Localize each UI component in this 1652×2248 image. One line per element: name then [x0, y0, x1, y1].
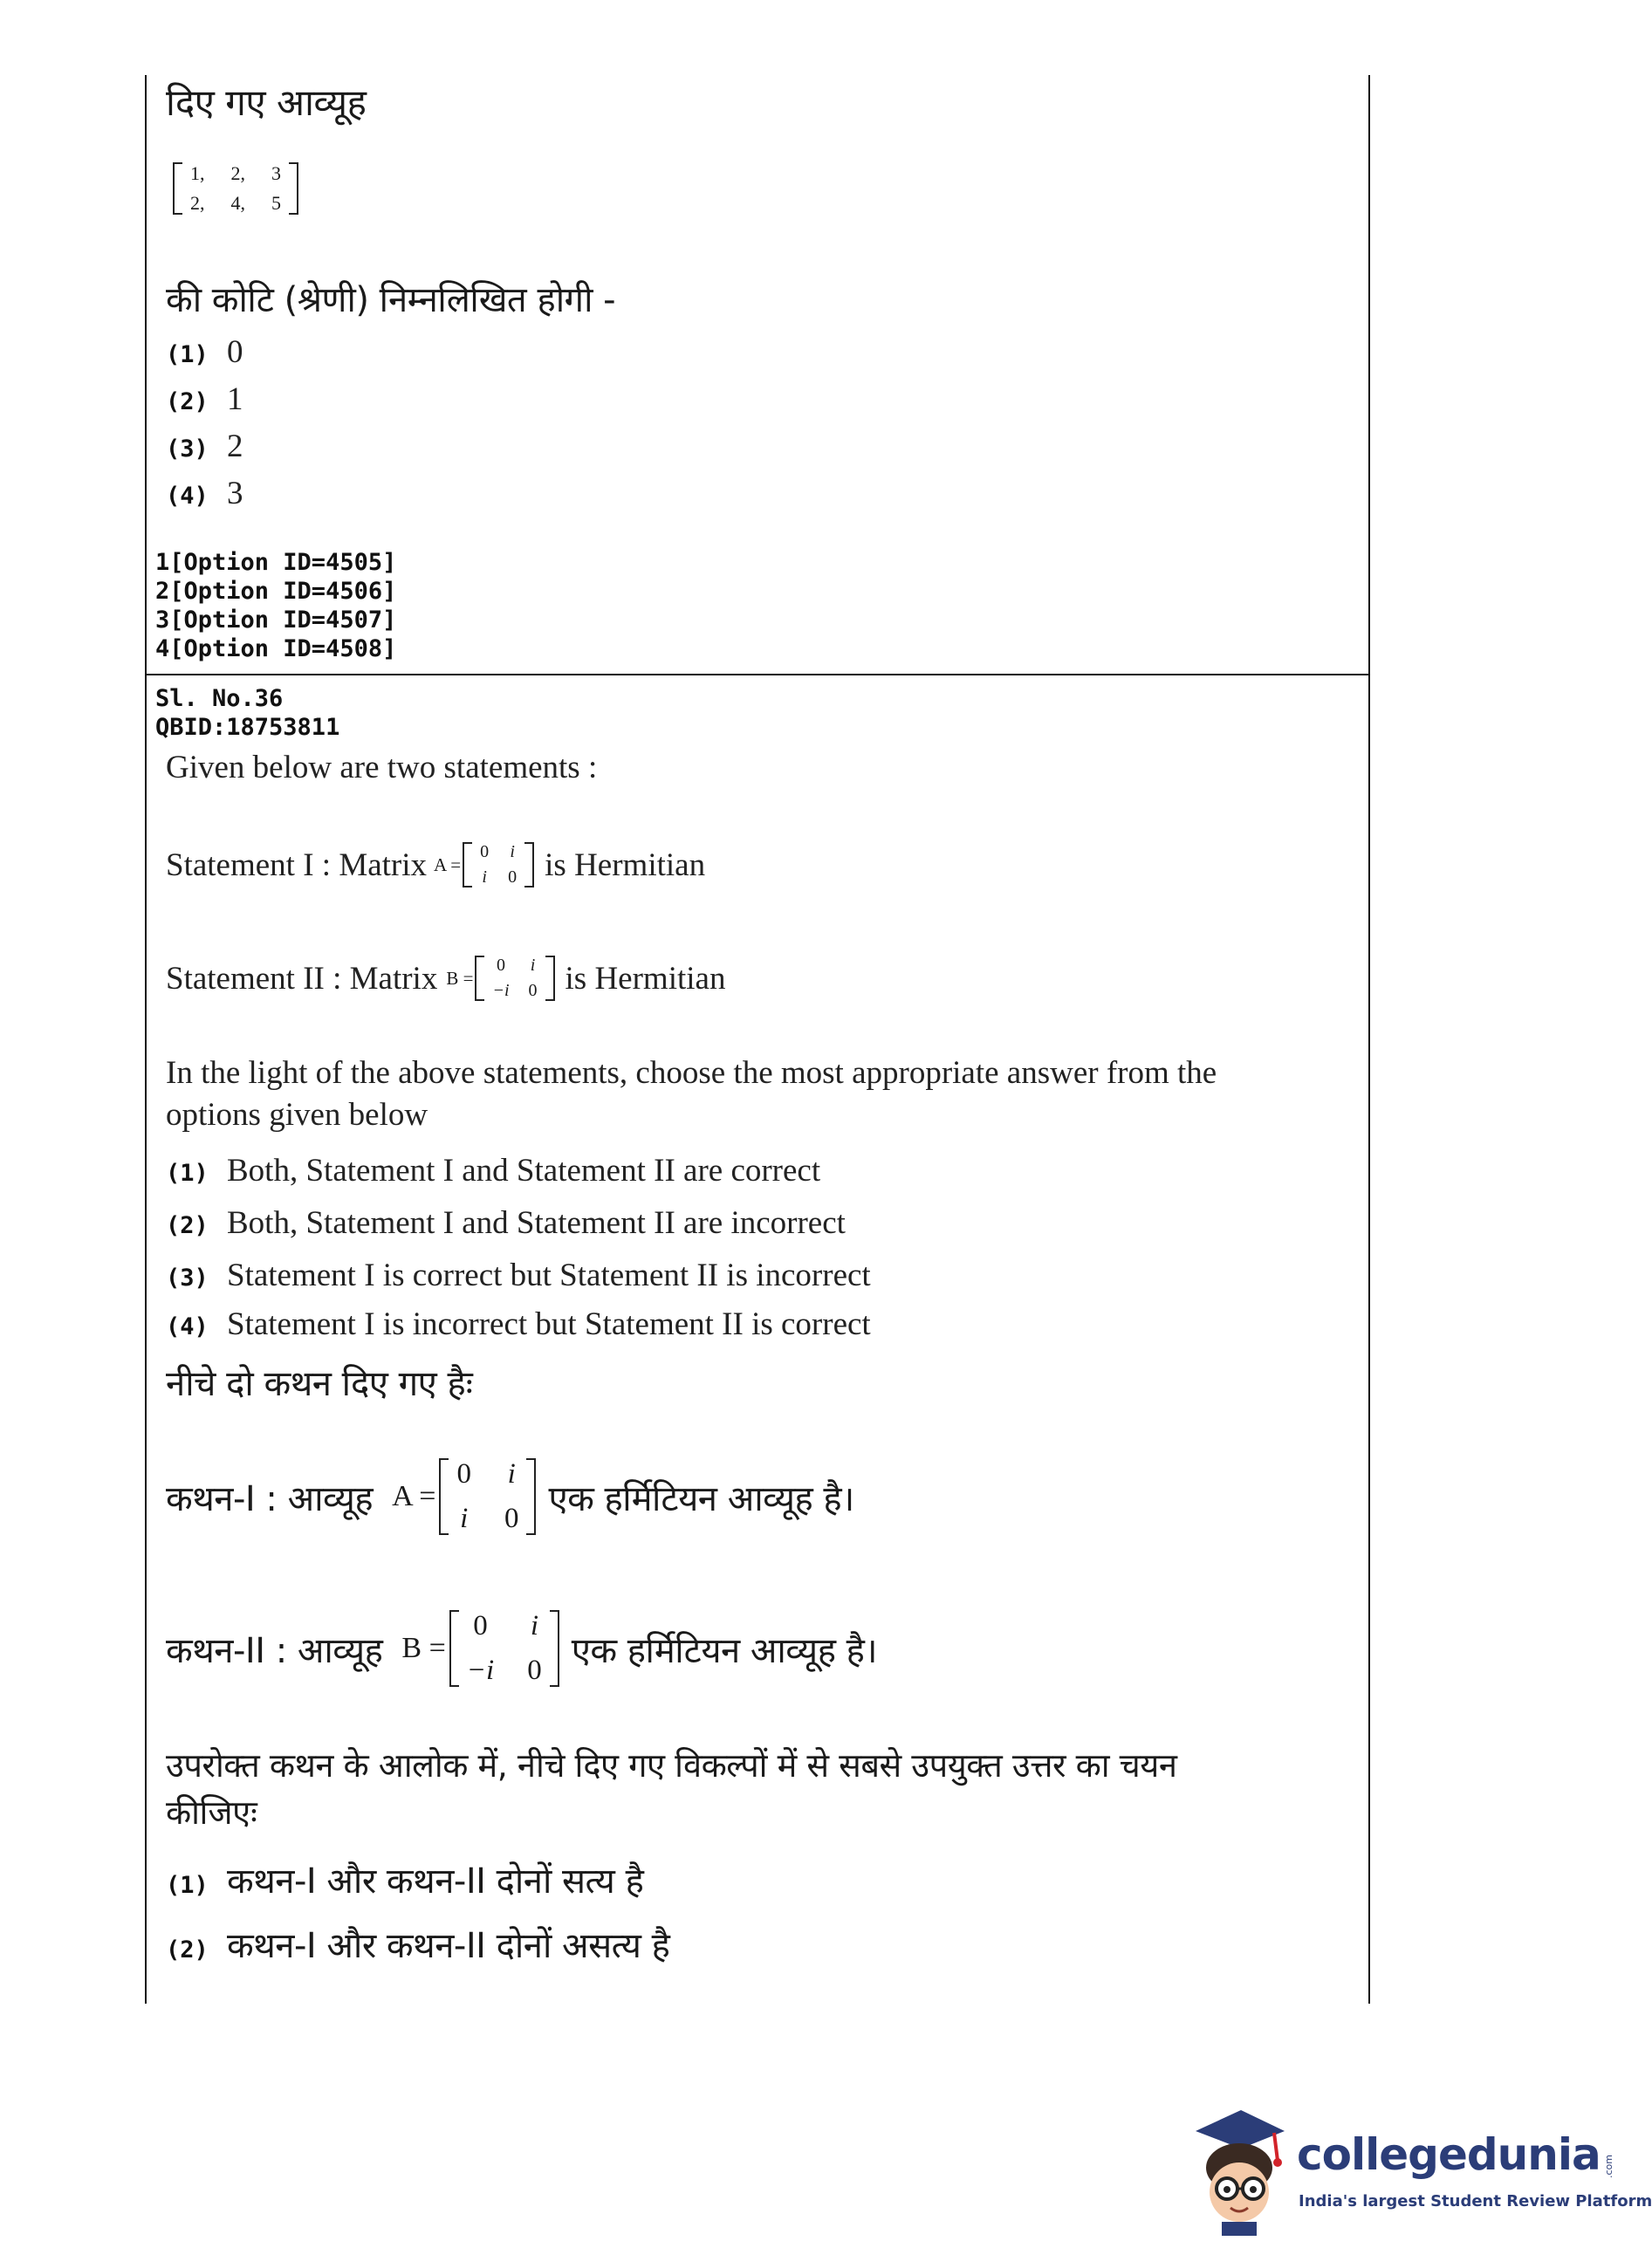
option-text: 3 [227, 476, 243, 511]
q35-matrix [173, 162, 298, 215]
brand-tagline: India's largest Student Review Platform [1299, 2192, 1652, 2210]
option-text: Statement I is correct but Statement II is incorrect [227, 1258, 871, 1293]
q36-option [166, 1204, 846, 1242]
matrix-var: A = [434, 853, 462, 875]
option-text: Both, Statement I and Statement II are incorrect [227, 1205, 846, 1241]
matrix-cell: 1, [190, 162, 205, 184]
option-number: (1) [166, 341, 209, 368]
q35-option [166, 475, 243, 512]
matrix-cell: 2, [190, 192, 205, 214]
matrix-cell: −i [466, 1655, 495, 1686]
option-number: (1) [166, 1872, 209, 1899]
matrix-var: B = [446, 967, 474, 989]
option-id: 4[Option ID=4508] [155, 635, 397, 662]
option-number: (4) [166, 1313, 209, 1340]
q35-option [166, 380, 243, 418]
statement-suffix: is Hermitian [545, 846, 706, 883]
q36-intro: Given below are two statements : [166, 750, 598, 785]
q35-option [166, 333, 243, 371]
statement-suffix: एक हर्मिटियन आव्यूह है। [548, 1478, 854, 1519]
collegedunia-logo[interactable] [1187, 2105, 1652, 2236]
matrix-cell: i [510, 842, 515, 861]
matrix-cell: 2, [230, 162, 245, 184]
option-text: 1 [227, 381, 243, 417]
matrix-cell: i [482, 867, 487, 887]
matrix-cell: 0 [496, 956, 505, 975]
statement-prefix: कथन-I : आव्यूह [166, 1478, 374, 1519]
option-id: 3[Option ID=4507] [155, 607, 397, 634]
mascot-icon [1187, 2105, 1292, 2236]
q36-hindi-option [166, 1855, 643, 1903]
option-number: (3) [166, 435, 209, 463]
question-divider [145, 674, 1370, 675]
matrix-cell: i [507, 1458, 516, 1490]
q35-hindi-question: की कोटि (श्रेणी) निम्नलिखित होगी - [166, 280, 616, 320]
serial-number: Sl. No.36 [155, 685, 284, 712]
matrix-cell: 0 [504, 1503, 519, 1534]
hindi-statement-1-matrix [439, 1458, 536, 1535]
q36-option [166, 1152, 820, 1189]
q36-statement-2 [166, 944, 725, 1012]
q36-hindi-question-line-1: उपरोक्त कथन के आलोक में, नीचे दिए गए विकल्पों में से सबसे उपयुक्त उत्तर का चयन [166, 1746, 1177, 1785]
q36-statement-1 [166, 833, 705, 897]
option-text: कथन-I और कथन-II दोनों असत्य है [227, 1926, 670, 1966]
matrix-cell: 5 [271, 192, 281, 214]
option-id: 2[Option ID=4506] [155, 578, 397, 605]
matrix-cell: 0 [528, 981, 538, 1000]
q36-hindi-intro: नीचे दो कथन दिए गए हैः [166, 1364, 473, 1404]
matrix-cell: 0 [508, 867, 518, 887]
q36-option [166, 1306, 871, 1343]
option-text: 0 [227, 334, 243, 370]
q35-hindi-intro: दिए गए आव्यूह [166, 81, 367, 124]
q35-option-ids [155, 548, 396, 663]
statement-2-matrix [475, 956, 554, 1001]
statement-prefix: Statement I : Matrix [166, 846, 428, 883]
matrix-cell: 0 [456, 1458, 471, 1490]
statement-suffix: is Hermitian [565, 960, 726, 997]
matrix-cell: 0 [473, 1610, 488, 1641]
q36-hindi-statement-2 [166, 1600, 877, 1696]
option-number: (3) [166, 1264, 209, 1292]
option-text: Both, Statement I and Statement II are correct [227, 1153, 821, 1189]
statement-1-matrix [463, 842, 534, 888]
matrix-cell: 0 [527, 1655, 542, 1686]
brand-name: collegedunia [1297, 2129, 1601, 2180]
matrix-cell: 4, [230, 192, 245, 214]
q36-question-line-2: options given below [166, 1097, 428, 1133]
statement-suffix: एक हर्मिटियन आव्यूह है। [571, 1630, 878, 1671]
matrix-cell: i [530, 956, 536, 975]
statement-prefix: कथन-II : आव्यूह [166, 1630, 383, 1671]
matrix-cell: −i [492, 981, 510, 1000]
option-number: (1) [166, 1160, 209, 1187]
brand-suffix: .com [1602, 2155, 1614, 2178]
q36-header [155, 684, 339, 742]
option-text: कथन-I और कथन-II दोनों सत्य है [227, 1861, 644, 1902]
left-border [145, 75, 147, 2004]
q36-question-line-1: In the light of the above statements, choose the most appropriate answer from the [166, 1055, 1217, 1091]
option-number: (4) [166, 483, 209, 510]
q36-hindi-option [166, 1920, 669, 1968]
q36-hindi-question-line-2: कीजिएः [166, 1793, 257, 1832]
statement-prefix: Statement II : Matrix [166, 960, 438, 997]
option-text: Statement I is incorrect but Statement II is correct [227, 1306, 871, 1342]
matrix-cell: i [530, 1610, 539, 1641]
option-number: (2) [166, 388, 209, 415]
matrix-cell: 0 [480, 842, 490, 861]
option-text: 2 [227, 428, 243, 464]
right-border [1368, 75, 1370, 2004]
q36-hindi-statement-1 [166, 1449, 854, 1545]
q36-option [166, 1257, 871, 1294]
hindi-statement-2-matrix [449, 1610, 559, 1687]
q35-option [166, 428, 243, 465]
option-number: (2) [166, 1212, 209, 1239]
matrix-cell: i [460, 1503, 469, 1534]
matrix-cell: 3 [271, 162, 281, 184]
option-id: 1[Option ID=4505] [155, 549, 397, 576]
matrix-var: A = [392, 1480, 436, 1512]
question-bank-id: QBID:18753811 [155, 714, 340, 741]
matrix-var: B = [401, 1632, 446, 1664]
option-number: (2) [166, 1936, 209, 1964]
